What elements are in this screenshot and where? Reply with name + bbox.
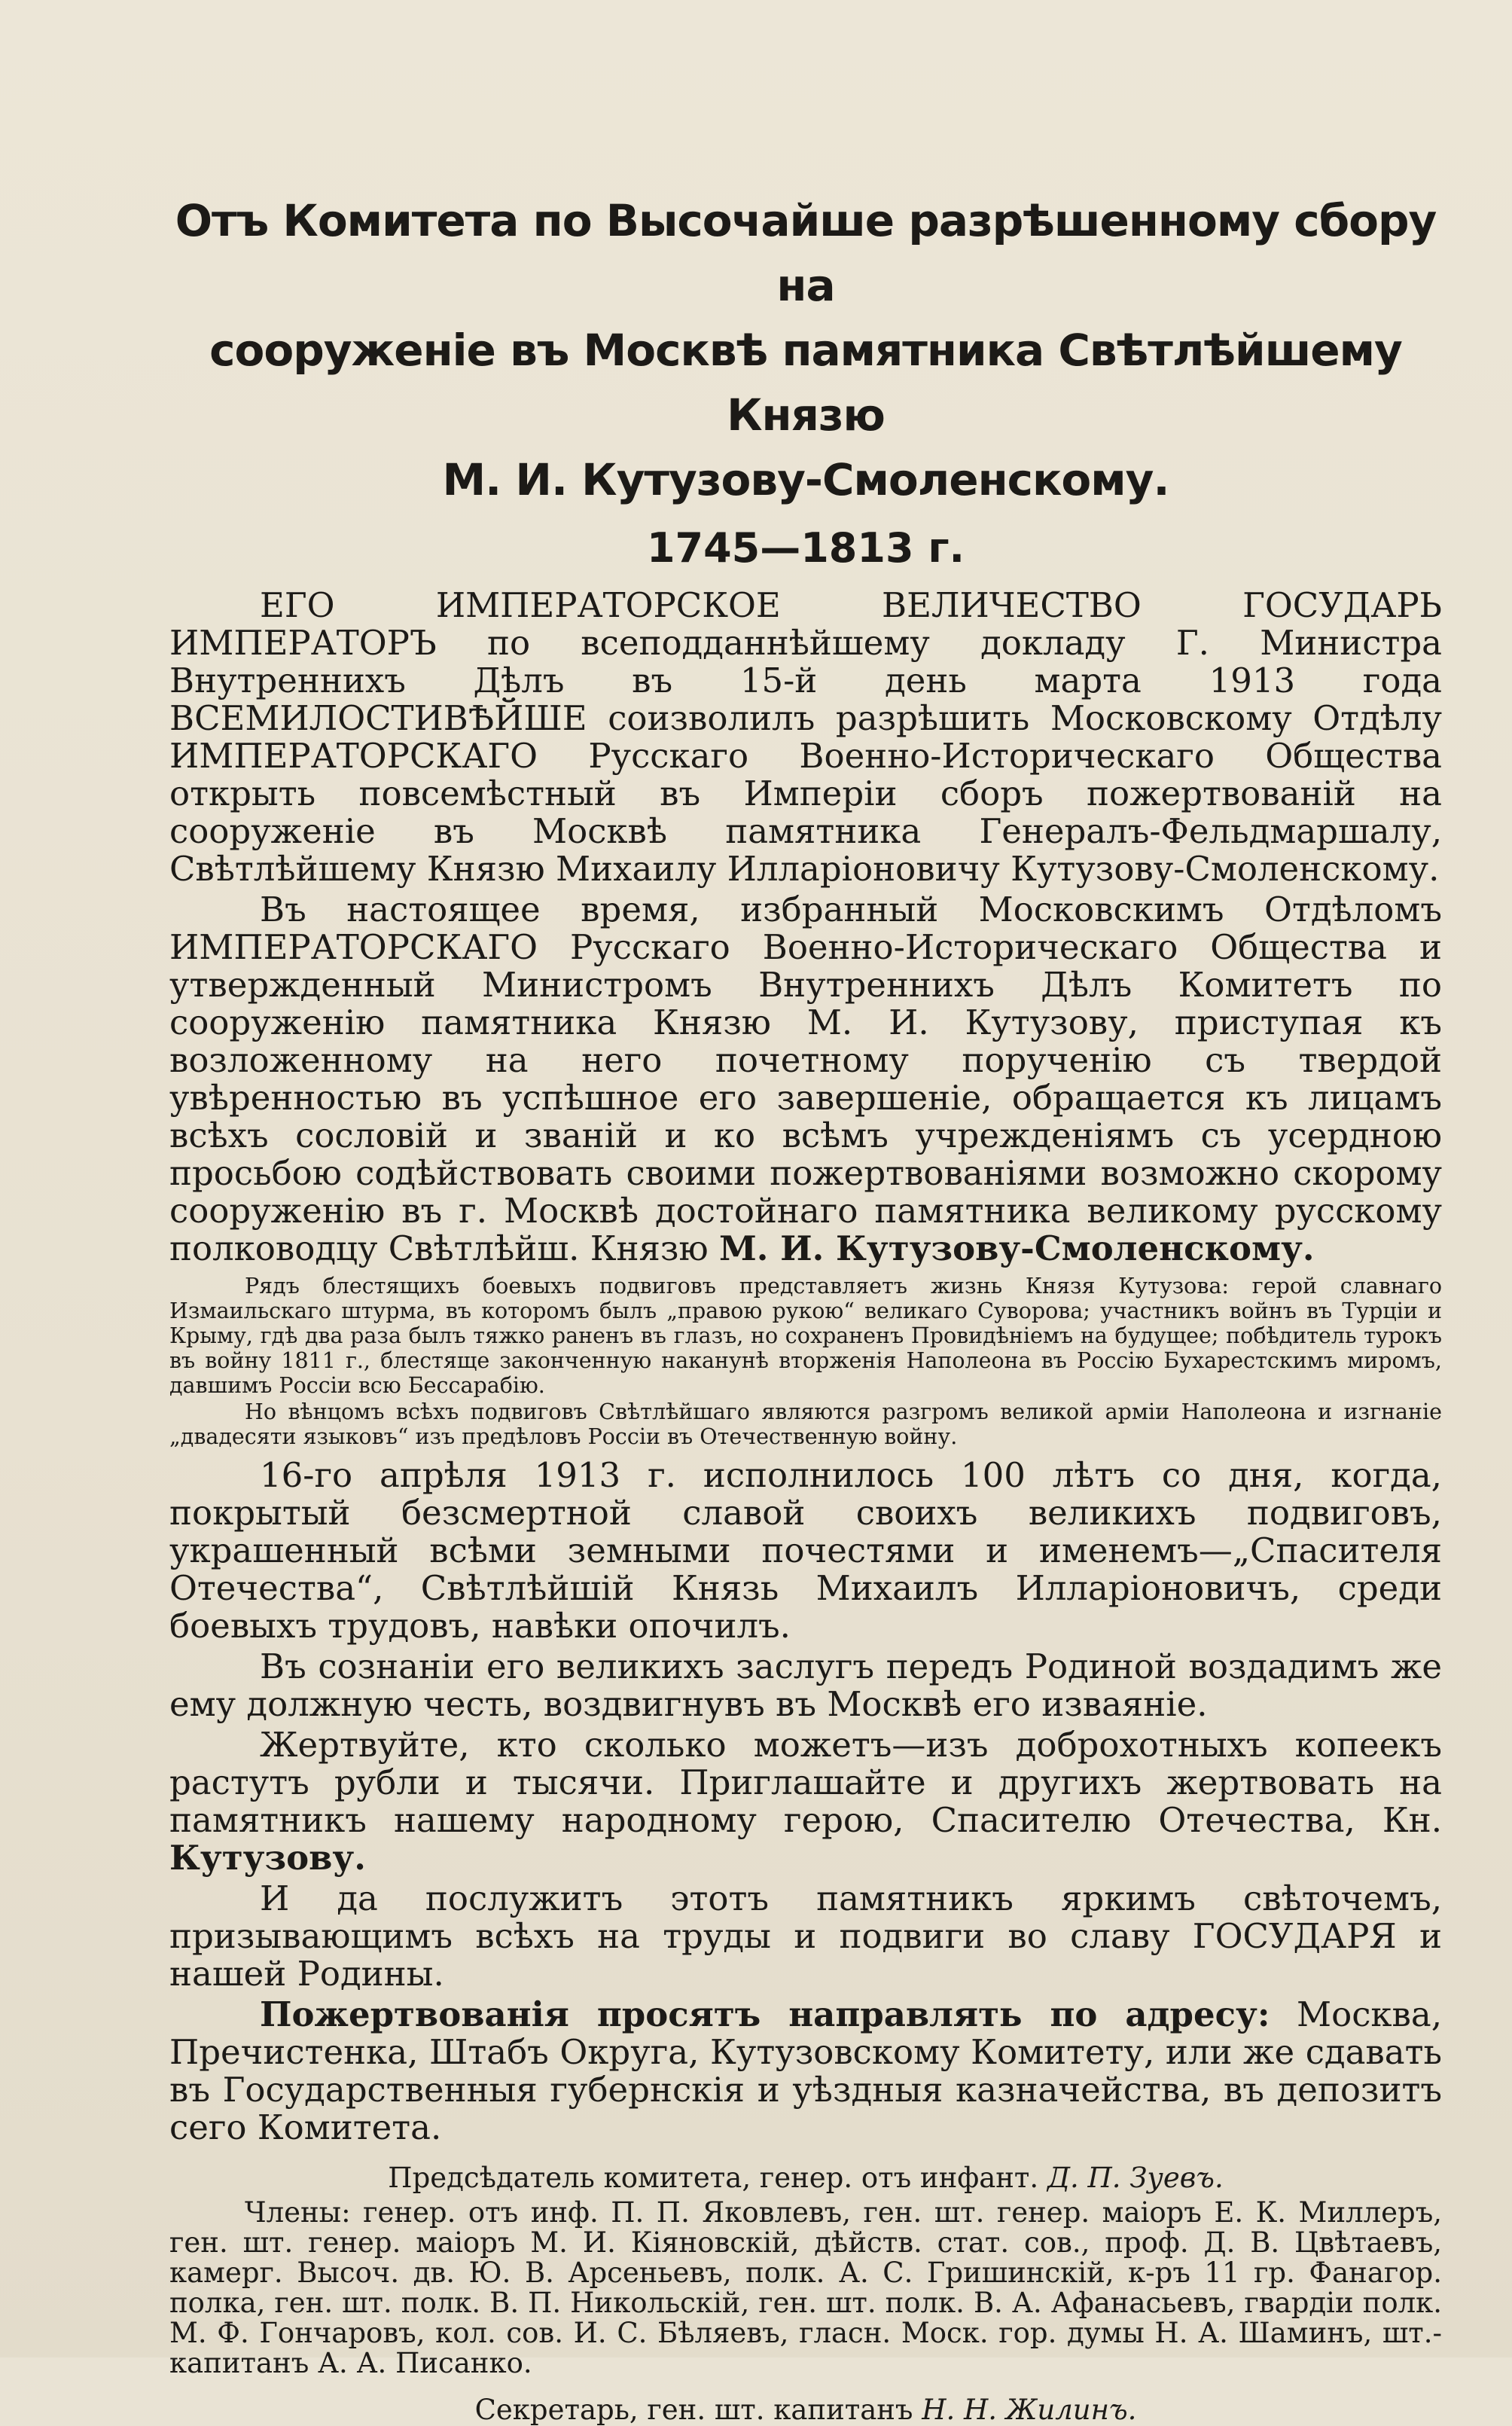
paragraph-committee-appeal (169, 891, 1442, 1268)
secretary-label: Секретарь, ген. шт. капитанъ (474, 2394, 913, 2426)
paragraph-centenary: 16-го апрѣля 1913 г. исполнилось 100 лѣтъ со дня, когда, покрытый безсмертной славой своихъ великихъ подвиговъ, украшенный всѣми земными почестями и именемъ—„Спасителя Отечества“, Свѣтлѣйшій Князь Михаилъ Илларіоновичъ, среди боевыхъ трудовъ, навѣки опочилъ. (169, 1455, 1442, 1646)
paragraph-donate (169, 1726, 1442, 1877)
chairman-line (169, 2163, 1442, 2193)
note-military-deeds: Рядъ блестящихъ боевыхъ подвиговъ представляетъ жизнь Князя Кутузова: герой славнаго Измаильскаго штурма, въ которомъ былъ „правою рукою“ великаго Суворова; участникъ войнъ въ Турціи и Крыму, гдѣ два раза былъ тяжко раненъ въ глазъ, но сохраненъ Провидѣніемъ на будущее; побѣдитель турокъ въ войну 1811 г., блестяще законченную наканунѣ вторженія Наполеона въ Россію Бухарестскимъ миромъ, давшимъ Россіи всю Бессарабію. (169, 1274, 1442, 1398)
years-heading: 1745—1813 г. (646, 524, 965, 572)
kutuzov-bold: Кутузову. (169, 1838, 366, 1878)
chairman-label: Предсѣдатель комитета, генер. отъ инфант. (388, 2162, 1039, 2194)
chairman-name: Д. П. Зуевъ. (1047, 2162, 1224, 2194)
members-list: Члены: генер. отъ инф. П. П. Яковлевъ, ген. шт. генер. маіоръ Е. К. Миллеръ, ген. шт. генер. маіоръ М. И. Кіяновскій, дѣйств. стат. сов., проф. Д. В. Цвѣтаевъ, камерг. Высоч. дв. Ю. В. Арсеньевъ, полк. А. С. Гришинскій, к-ръ 11 гр. Фанагор. полка, ген. шт. полк. В. П. Никольскій, ген. шт. полк. В. А. Афанасьевъ, гвардіи полк. М. Ф. Гончаровъ, кол. сов. И. С. Бѣляевъ, гласн. Моск. гор. думы Н. А. Шаминъ, шт.-капитанъ А. А. Писанко. (169, 2196, 1442, 2379)
document-title (169, 188, 1442, 512)
paragraph-decree: ЕГО ИМПЕРАТОРСКОЕ ВЕЛИЧЕСТВО ГОСУДАРЬ ИМПЕРАТОРЪ по всеподданнѣйшему докладу Г. Министра Внутреннихъ Дѣлъ въ 15-й день марта 1913 года ВСЕМИЛОСТИВѢЙШЕ соизволилъ разрѣшить Московскому Отдѣлу ИМПЕРАТОРСКАГО Русскаго Военно-Историческаго Общества открыть повсемѣстный въ Имперіи сборъ пожертвованій на сооруженіе въ Москвѣ памятника Генералъ-Фельдмаршалу, Свѣтлѣйшему Князю Михаилу Илларіоновичу Кутузову-Смоленскому. (169, 585, 1442, 889)
address-text: Москва, Пречистенка, Штабъ Округа, Кутузовскому Комитету, или же сдавать въ Государственныя губернскія и уѣздныя казначейства, въ депозитъ сего Комитета. (169, 1994, 1442, 2147)
title-line-1: Отъ Комитета по Высочайше разрѣшенному сбору на (175, 195, 1437, 311)
paragraph-monument-beacon: И да послужитъ этотъ памятникъ яркимъ свѣточемъ, призывающимъ всѣхъ на труды и подвиги во славу ГОСУДАРЯ и нашей Родины. (169, 1878, 1442, 1994)
title-line-2: сооруженіе въ Москвѣ памятника Свѣтлѣйшему Князю (209, 325, 1402, 441)
secretary-name: Н. Н. Жилинъ. (922, 2394, 1137, 2426)
paragraph-committee-text: Въ настоящее время, избранный Московскимъ Отдѣломъ ИМПЕРАТОРСКАГО Русскаго Военно-Историческаго Общества и утвержденный Министромъ Внутреннихъ Дѣлъ Комитетъ по сооруженію памятника Князю М. И. Кутузову, приступая къ возложенному на него почетному порученію съ твердой увѣренностью въ успѣшное его завершеніе, обращается къ лицамъ всѣхъ сословій и званій и ко всѣмъ учрежденіямъ съ усердною просьбою содѣйствовать своими пожертвованіями возможно скорому сооруженію въ г. Москвѣ достойнаго памятника великому русскому полководцу Свѣтлѣйш. Князю (169, 890, 1442, 1268)
address-label: Пожертвованія просятъ направлять по адресу: (260, 1994, 1270, 2034)
paragraph-donate-text: Жертвуйте, кто сколько можетъ—изъ доброхотныхъ копеекъ растутъ рубли и тысячи. Приглашайте и другихъ жертвовать на памятникъ нашему народному герою, Спасителю Отечества, Кн. (169, 1725, 1442, 1840)
secretary-line (169, 2395, 1442, 2425)
note-napoleon-defeat: Но вѣнцомъ всѣхъ подвиговъ Свѣтлѣйшаго являются разгромъ великой арміи Наполеона и изгнаніе „двадесяти языковъ“ изъ предѣловъ Россіи въ Отечественную войну. (169, 1399, 1442, 1449)
document-content (169, 188, 1442, 2425)
kutuzov-name-bold: М. И. Кутузову-Смоленскому. (718, 1228, 1315, 1268)
paragraph-address (169, 1996, 1442, 2147)
title-line-3: М. И. Кутузову-Смоленскому. (442, 454, 1169, 505)
paragraph-honor: Въ сознаніи его великихъ заслугъ передъ Родиной воздадимъ же ему должную честь, воздвигнувъ въ Москвѣ его изваяніе. (169, 1646, 1442, 1724)
